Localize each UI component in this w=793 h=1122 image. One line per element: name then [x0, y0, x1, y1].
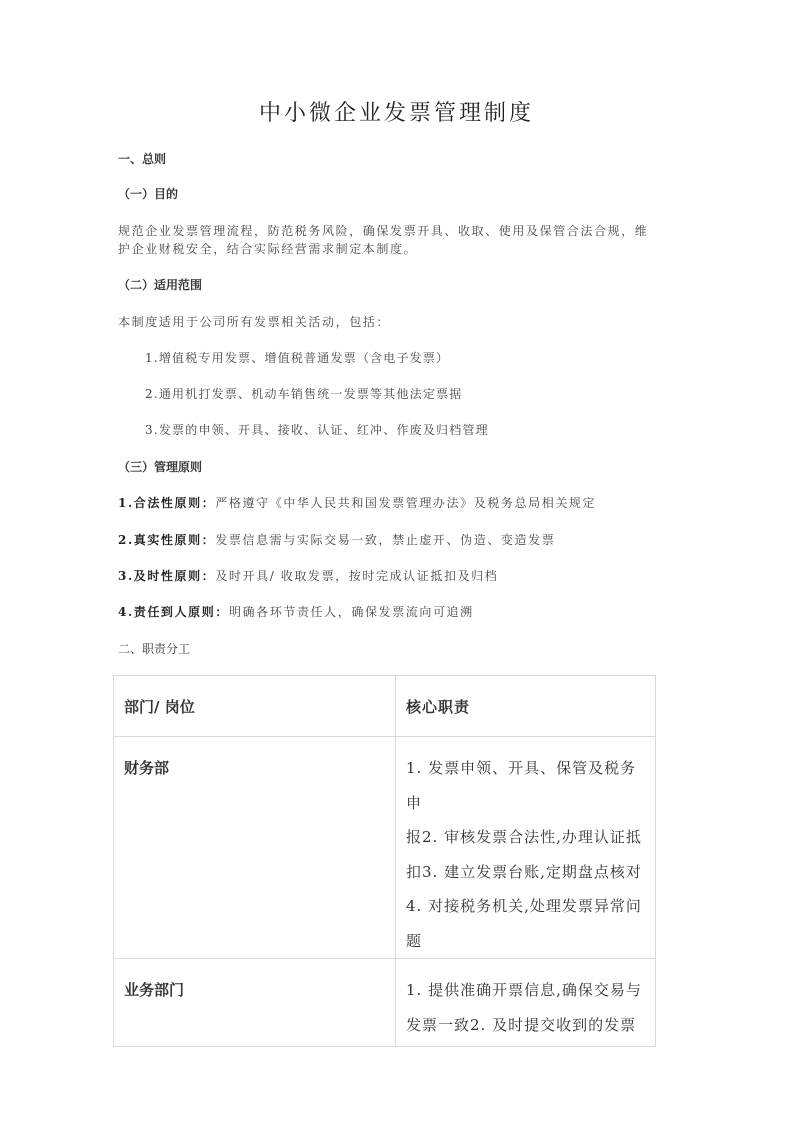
principle-text: 发票信息需与实际交易一致，禁止虚开、伪造、变造发票 [215, 533, 556, 547]
scope-intro: 本制度适用于公司所有发票相关活动，包括： [118, 315, 391, 329]
principle-item [118, 494, 596, 511]
document-title: 中小微企业发票管理制度 [258, 101, 534, 126]
scope-item: 1.增值税专用发票、增值税普通发票（含电子发票） [145, 351, 450, 365]
principle-text: 及时开具/ 收取发票，按时完成认证抵扣及归档 [215, 569, 499, 583]
duty-line: 1. 提供准确开票信息,确保交易与 [406, 981, 642, 999]
section-heading-responsibilities: 二、职责分工 [118, 642, 191, 656]
subsection-heading-purpose: （一）目的 [118, 187, 179, 201]
duty-line: 报2. 审核发票合法性,办理认证抵 [406, 828, 642, 846]
dept-cell: 财务部 [114, 737, 396, 959]
duty-line: 4. 对接税务机关,处理发票异常问 [406, 897, 642, 915]
duty-line: 1. 发票申领、开具、保管及税务申 [406, 759, 637, 812]
purpose-text-line-2: 护企业财税安全，结合实际经营需求制定本制度。 [118, 242, 418, 256]
duties-cell [396, 737, 656, 959]
subsection-heading-principles: （三）管理原则 [118, 460, 203, 474]
table-row [114, 737, 656, 959]
subsection-heading-scope: （二）适用范围 [118, 278, 203, 292]
table-header-row [114, 676, 656, 737]
principle-item [118, 567, 498, 584]
dept-cell: 业务部门 [114, 959, 396, 1047]
table-row [114, 959, 656, 1047]
principle-text: 严格遵守《中华人民共和国发票管理办法》及税务总局相关规定 [215, 496, 597, 510]
duties-cell [396, 959, 656, 1047]
duty-line: 扣3. 建立发票台账,定期盘点核对 [406, 862, 642, 881]
duty-line: 题 [406, 931, 423, 950]
purpose-text-line-1: 规范企业发票管理流程，防范税务风险，确保发票开具、收取、使用及保管合法合规，维 [118, 224, 649, 238]
principle-label: 3.及时性原则： [118, 569, 216, 583]
header-duties: 核心职责 [396, 676, 656, 737]
responsibility-table [113, 675, 656, 1047]
scope-item: 3.发票的申领、开具、接收、认证、红冲、作废及归档管理 [145, 423, 489, 437]
section-heading-general: 一、总则 [118, 152, 167, 166]
principle-label: 2.真实性原则： [118, 533, 216, 547]
duty-line: 发票一致2. 及时提交收到的发票 [406, 1015, 637, 1034]
scope-item: 2.通用机打发票、机动车销售统一发票等其他法定票据 [145, 387, 463, 401]
principle-item [118, 531, 555, 548]
principle-label: 1.合法性原则： [118, 496, 216, 510]
principle-label: 4.责任到人原则： [118, 605, 229, 619]
principle-text: 明确各环节责任人，确保发票流向可追溯 [228, 605, 474, 619]
header-dept: 部门/ 岗位 [114, 676, 396, 737]
principle-item [118, 603, 474, 620]
